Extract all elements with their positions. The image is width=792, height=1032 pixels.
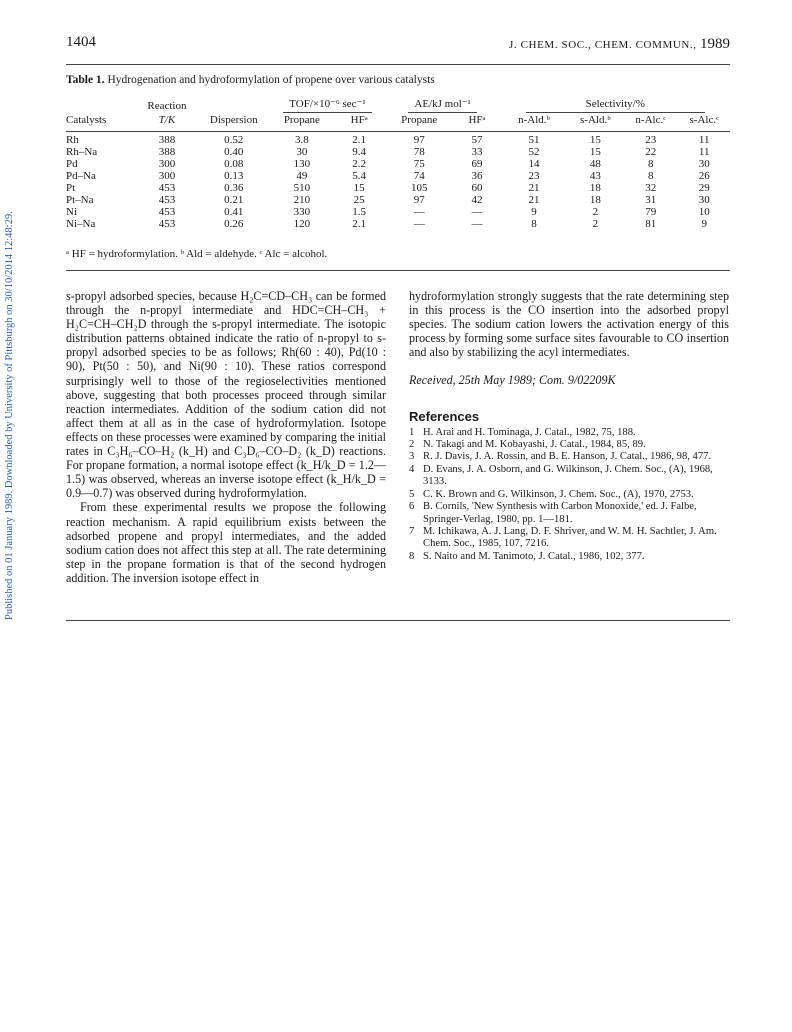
table-cell: 3.8 [294, 134, 309, 146]
reference-number: 8 [409, 550, 415, 562]
table-cell: 48 [589, 158, 601, 170]
table-cell: 79 [645, 206, 657, 218]
table-group-header-row [66, 98, 730, 113]
table-cell: 97 [413, 134, 425, 146]
body-paragraph: hydroformylation strongly suggests that the rate determining step in this process is the CO insertion into the adsorbed propyl species. The sodium cation lowers the activation energy of this process by forming some surface sites favourable to CO insertion and also by stabilizing the acyl intermediates. [409, 289, 729, 360]
body-paragraph: s-propyl adsorbed species, because H₂C=CD–CH₃ can be formed through the n-propyl intermediate and HDC=CH–CH₃ + H₂C=CH–CH₂D through the s-propyl intermediate. The isotopic distribution patterns obtained indicate the ratio of n-propyl to s-propyl adsorbed species to be as follows; Rh(60 : 40), Pd(10 : 90), Pt(50 : 50), and Ni(90 : 10). These ratios correspond surprisingly well to those of the regioselectivities mentioned above, suggesting that both processes proceed through similar reaction intermediates. Addition of the sodium cation did not affect them at all as in the case of hydroformylation. Isotope effects on these processes were examined by comparing the initial rates in C₃H₆–CO–H₂ (k_H) and C₃D₆–CO–D₂ (k_D) reactions. For propane formation, a normal isotope effect (k_H/k_D = 1.2—1.5) was observed, whereas an inverse isotope effect (k_H/k_D = 0.9—0.7) was observed during hydroformylation. [66, 289, 386, 501]
table-row [66, 218, 730, 230]
table-cell: 11 [698, 134, 710, 146]
catalyst-cell: Pt [66, 182, 76, 194]
column-header: s-Alc.ᶜ [678, 113, 730, 132]
activation-energy-group-header: AE/kJ mol⁻¹ [385, 98, 501, 113]
column-header: Dispersion [197, 113, 270, 132]
table-cell: 18 [589, 182, 601, 194]
table-cell: 14 [528, 158, 540, 170]
table-cell: 388 [158, 146, 176, 158]
table-cell: 29 [698, 182, 710, 194]
table-label: Table 1. [66, 74, 105, 86]
table-cell: 11 [698, 146, 710, 158]
table-cell: 26 [698, 170, 710, 182]
column-header: s-Ald.ᵇ [568, 113, 623, 132]
reference-text: S. Naito and M. Tanimoto, J. Catal., 1986, 102, 377. [423, 550, 645, 562]
catalyst-cell: Ni–Na [66, 218, 96, 230]
reference-number: 6 [409, 501, 415, 513]
table-cell: 300 [158, 158, 176, 170]
table-cell: 22 [645, 146, 657, 158]
reference-item [409, 439, 729, 451]
journal-year: 1989 [700, 36, 730, 52]
table-cell: 2.2 [352, 158, 367, 170]
catalyst-cell: Pt–Na [66, 194, 94, 206]
table-cell: 453 [158, 194, 176, 206]
table-row [66, 194, 730, 206]
column-header: n-Alc.ᶜ [623, 113, 678, 132]
table-row [66, 206, 730, 218]
table-cell: 453 [158, 206, 176, 218]
reference-item [409, 464, 729, 489]
reference-text: M. Ichikawa, A. J. Lang, D. F. Shriver, and W. M. H. Sachtler, J. Am. Chem. Soc., 1985, 107, 7216. [423, 525, 717, 550]
reaction-header-label: Reaction [147, 99, 187, 112]
table-cell: 0.26 [224, 218, 244, 230]
table-cell: — [413, 206, 425, 218]
table-cell: 69 [471, 158, 483, 170]
catalyst-cell: Rh–Na [66, 146, 98, 158]
table-cell: 18 [589, 194, 601, 206]
references-list [409, 427, 729, 563]
column-header: Propane [385, 113, 454, 132]
table-cell: 15 [589, 134, 601, 146]
reference-text: D. Evans, J. A. Osborn, and G. Wilkinson, J. Chem. Soc., (A), 1968, 3133. [423, 463, 713, 488]
page-bottom-rule [66, 620, 730, 621]
table-cell: 23 [528, 170, 540, 182]
table-bottom-rule [66, 270, 730, 271]
table-cell: 21 [528, 194, 540, 206]
table-row [66, 146, 730, 158]
table-row [66, 182, 730, 194]
table-cell: 1.5 [352, 206, 367, 218]
table-body [66, 132, 730, 231]
table-cell: 32 [645, 182, 657, 194]
table-cell: 0.41 [224, 206, 244, 218]
reference-item [409, 451, 729, 463]
table-cell: 5.4 [352, 170, 367, 182]
tof-group-header: TOF/×10⁻⁶ sec⁻¹ [270, 98, 385, 113]
table-cell: 9 [701, 218, 707, 230]
table-cell: 9.4 [352, 146, 367, 158]
table-cell: 43 [589, 170, 601, 182]
table-cell: 2.1 [352, 134, 367, 146]
table-row [66, 170, 730, 182]
table-cell: 510 [293, 182, 311, 194]
page-number: 1404 [66, 34, 96, 50]
table-cell: 75 [413, 158, 425, 170]
catalyst-results-table [66, 98, 730, 230]
column-header: n-Ald.ᵇ [500, 113, 567, 132]
table-cell: 210 [293, 194, 311, 206]
catalyst-cell: Ni [66, 206, 77, 218]
table-caption-text: Hydrogenation and hydroformylation of propene over various catalysts [107, 74, 435, 86]
table-cell: 52 [528, 146, 540, 158]
reference-number: 1 [409, 426, 415, 438]
table-cell: 33 [471, 146, 483, 158]
reference-text: R. J. Davis, J. A. Rossin, and B. E. Hanson, J. Catal., 1986, 98, 477. [423, 451, 712, 463]
table-cell: 42 [471, 194, 483, 206]
reference-item [409, 489, 729, 501]
table-cell: 130 [293, 158, 311, 170]
table-row [66, 158, 730, 170]
table-cell: 30 [296, 146, 308, 158]
table-cell: 57 [471, 134, 483, 146]
reference-item [409, 501, 729, 526]
right-text-column [409, 289, 729, 563]
references-heading: References [409, 408, 480, 424]
reference-text: H. Arai and H. Tominaga, J. Catal., 1982, 75, 188. [423, 426, 636, 438]
table-cell: 8 [531, 218, 537, 230]
download-provenance-note: Published on 01 January 1989. Downloaded by University of Pittsburgh on 30/10/2014 12:48:29. [4, 211, 15, 620]
received-date: Received, 25th May 1989; Com. 9/02209K [409, 373, 616, 388]
header-rule [66, 64, 730, 65]
journal-name: J. CHEM. SOC., CHEM. COMMUN., [509, 39, 697, 51]
catalyst-cell: Pd [66, 158, 78, 170]
table-cell: 0.13 [224, 170, 244, 182]
reference-text: C. K. Brown and G. Wilkinson, J. Chem. Soc., (A), 1970, 2753. [423, 488, 694, 500]
table-cell: 300 [158, 170, 176, 182]
table-cell: 8 [647, 170, 654, 182]
column-header: HFᵃ [454, 113, 501, 132]
table-cell: — [471, 206, 483, 218]
column-header: Catalysts [66, 113, 136, 132]
table-cell: 97 [413, 194, 425, 206]
journal-running-head [509, 36, 730, 53]
reference-item [409, 427, 729, 439]
table-footnote: ᵃ HF = hydroformylation. ᵇ Ald = aldehyde. ᶜ Alc = alcohol. [66, 248, 328, 260]
catalyst-cell: Pd–Na [66, 170, 96, 182]
table-cell: 0.21 [224, 194, 244, 206]
table-cell: 105 [410, 182, 428, 194]
table-cell: 0.08 [224, 158, 244, 170]
table-row [66, 132, 730, 147]
body-paragraph: From these experimental results we propose the following reaction mechanism. A rapid equilibrium exists between the adsorbed propene and propyl intermediates, and the added sodium cation does not affect this step at all. The rate determining step in the propane formation is that of the second hydrogen addition. The inversion isotope effect in [66, 500, 386, 585]
reference-text: N. Takagi and M. Kobayashi, J. Catal., 1984, 85, 89. [423, 439, 646, 451]
column-header: Propane [270, 113, 333, 132]
selectivity-group-header: Selectivity/% [500, 98, 730, 113]
table-cell: 0.52 [224, 134, 244, 146]
table-cell: — [413, 218, 425, 230]
table-cell: 30 [698, 194, 710, 206]
reference-number: 4 [409, 463, 415, 475]
table-cell: 23 [645, 134, 657, 146]
table-cell: 15 [353, 182, 365, 194]
column-header: T/K [136, 113, 197, 132]
column-header: HFᵃ [334, 113, 385, 132]
table-cell: 2 [592, 206, 599, 218]
table-cell: 10 [698, 206, 710, 218]
left-text-column [66, 289, 386, 585]
reference-item [409, 526, 729, 551]
table-cell: 81 [645, 218, 657, 230]
table-cell: 8 [647, 158, 654, 170]
table-cell: 15 [589, 146, 601, 158]
table-cell: 74 [413, 170, 425, 182]
reference-number: 3 [409, 451, 415, 463]
table-cell: 49 [296, 170, 308, 182]
table-caption [66, 74, 435, 86]
table-cell: — [471, 218, 483, 230]
table-cell: 0.40 [224, 146, 244, 158]
table-cell: 60 [471, 182, 483, 194]
reference-number: 5 [409, 488, 415, 500]
reference-number: 2 [409, 439, 415, 451]
table-cell: 51 [528, 134, 540, 146]
table-cell: 120 [293, 218, 311, 230]
table-cell: 21 [528, 182, 540, 194]
table-cell: 453 [158, 218, 176, 230]
catalyst-cell: Rh [66, 134, 79, 146]
table-cell: 78 [413, 146, 425, 158]
table-cell: 388 [158, 134, 176, 146]
table-cell: 9 [531, 206, 537, 218]
table-cell: 453 [158, 182, 176, 194]
table-cell: 31 [645, 194, 657, 206]
reference-number: 7 [409, 525, 415, 537]
table-cell: 25 [353, 194, 365, 206]
reference-text: B. Cornils, 'New Synthesis with Carbon Monoxide,' ed. J. Falbe, Springer-Verlag, 1980, pp. 1—181. [423, 501, 697, 525]
table-cell: 0.36 [224, 182, 244, 194]
table-cell: 30 [698, 158, 710, 170]
table-cell: 36 [471, 170, 483, 182]
table-cell: 330 [293, 206, 311, 218]
table-cell: 2.1 [352, 218, 367, 230]
table-cell: 2 [592, 218, 599, 230]
table-column-header-row [66, 113, 730, 132]
reference-item [409, 551, 729, 563]
